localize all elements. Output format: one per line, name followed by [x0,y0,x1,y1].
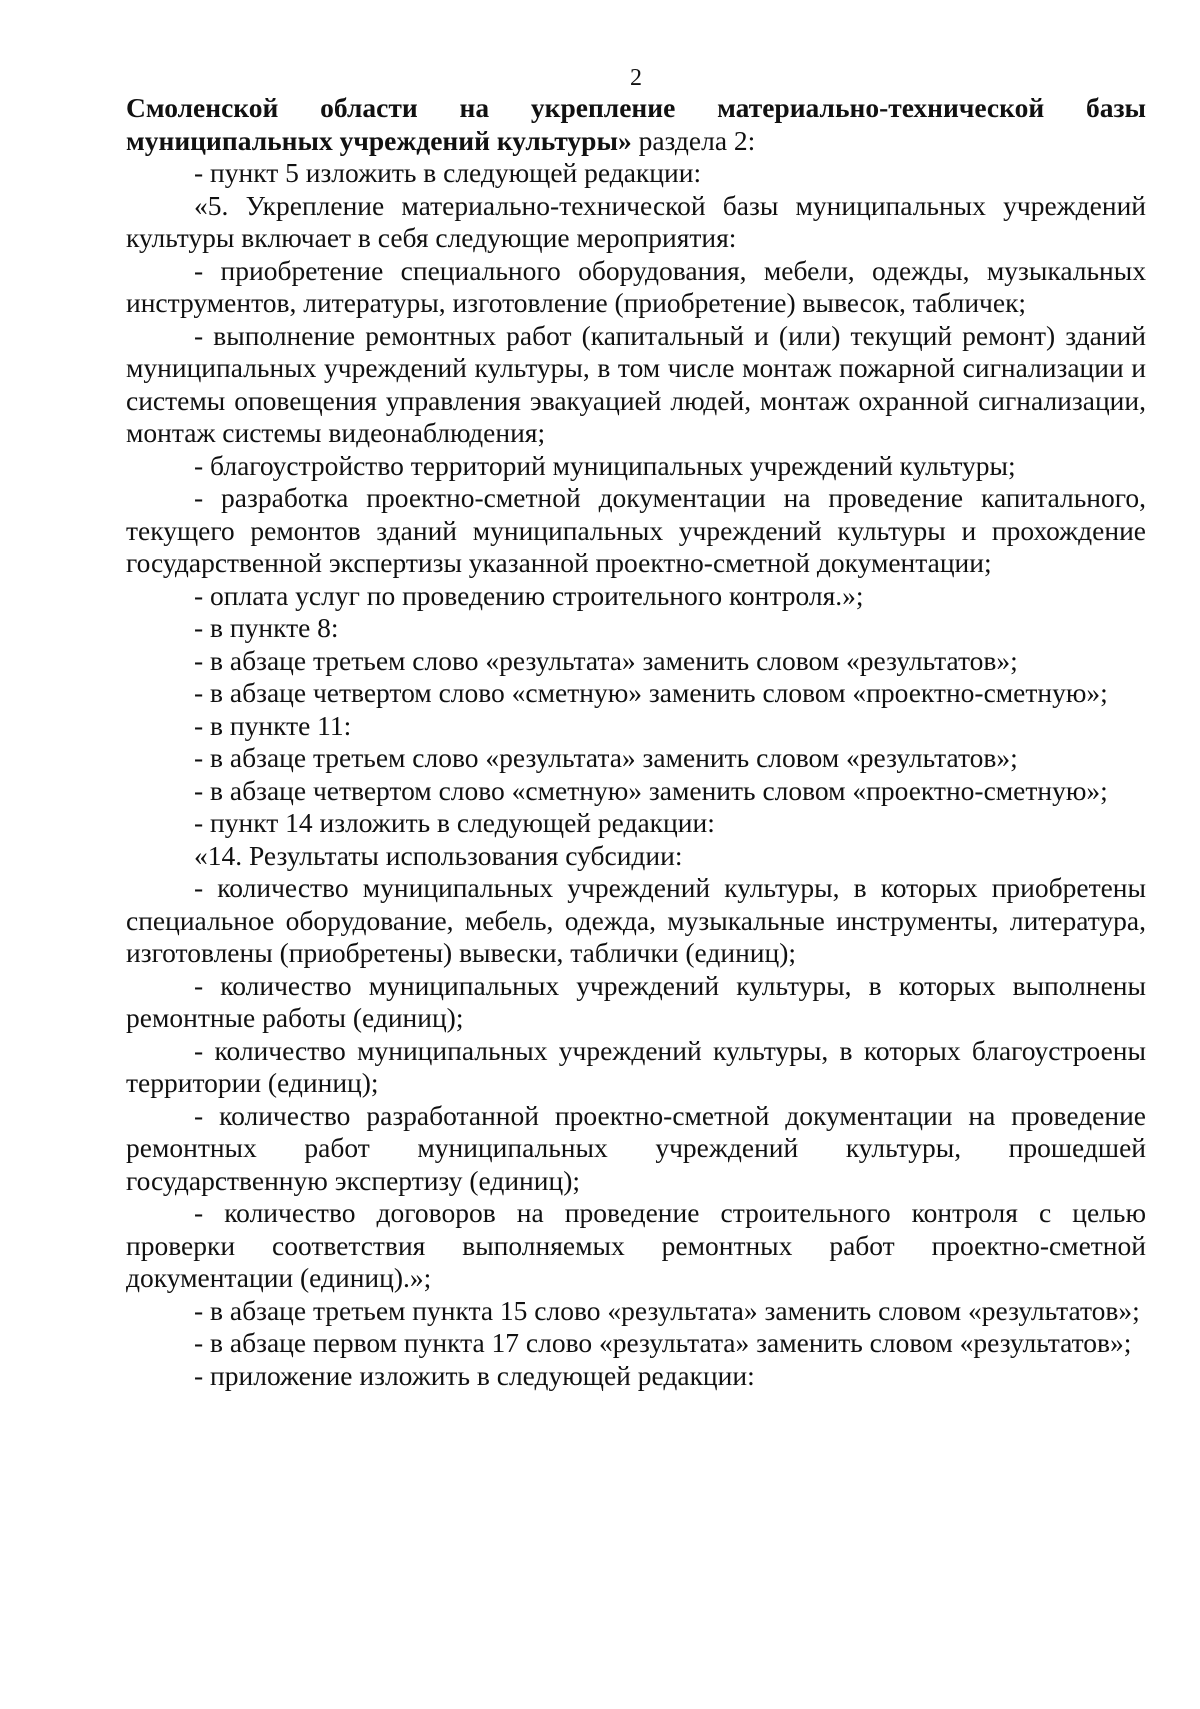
page-number: 2 [630,65,642,91]
paragraph: - в абзаце третьем слово «результата» заменить словом «результатов»; [194,742,1018,773]
paragraph: - количество муниципальных учреждений культуры, в которых благоустроены территории (единиц); [126,1034,1146,1098]
paragraph: - оплата услуг по проведению строительного контроля.»; [194,579,864,611]
paragraph: - пункт 5 изложить в следующей редакции: [194,157,702,188]
paragraph: - выполнение ремонтных работ (капитальный и (или) текущий ремонт) зданий муниципальных учреждений культуры, в том числе монтаж пожарной сигнализации и системы оповещения управления эвакуацией людей, монтаж охранной сигнализации, монтаж системы видеонаблюдения; [126,319,1146,448]
paragraph: - приложение изложить в следующей редакции: [194,1359,755,1391]
paragraph: - в абзаце четвертом слово «сметную» заменить словом «проектно-сметную»; [194,774,1108,806]
intro-paragraph [126,92,1146,157]
paragraph: - пункт 14 изложить в следующей редакции: [194,807,715,838]
paragraph: - количество договоров на проведение строительного контроля с целью проверки соответствия выполняемых ремонтных работ проектно-сметной документации (единиц).»; [126,1197,1146,1293]
paragraph: - в пункте 11: [194,709,352,741]
paragraph: - в пункте 8: [194,612,339,643]
paragraph: «14. Результаты использования субсидии: [194,839,683,871]
paragraph: - разработка проектно-сметной документации на проведение капитального, текущего ремонтов зданий муниципальных учреждений культуры и прохождение государственной экспертизы указанной проектно-сметной документации; [126,482,1146,578]
paragraph: - в абзаце четвертом слово «сметную» заменить словом «проектно-сметную»; [194,677,1108,708]
paragraph: - благоустройство территорий муниципальных учреждений культуры; [194,449,1016,481]
document-body [126,92,1146,1392]
paragraph: - в абзаце первом пункта 17 слово «результата» заменить словом «результатов»; [194,1327,1132,1358]
paragraph: - количество разработанной проектно-сметной документации на проведение ремонтных работ муниципальных учреждений культуры, прошедшей государственную экспертизу (единиц); [126,1099,1146,1196]
paragraph: «5. Укрепление материально-технической базы муниципальных учреждений культуры включает в себя следующие мероприятия: [126,189,1146,253]
paragraph: - в абзаце третьем пункта 15 слово «результата» заменить словом «результатов»; [194,1294,1140,1326]
paragraph: - количество муниципальных учреждений культуры, в которых выполнены ремонтные работы (единиц); [126,969,1146,1033]
paragraph: - в абзаце третьем слово «результата» заменить словом «результатов»; [194,644,1018,676]
paragraph: - количество муниципальных учреждений культуры, в которых приобретены специальное оборудование, мебель, одежда, музыкальные инструменты, литература, изготовлены (приобретены) вывески, таблички (единиц); [126,872,1146,968]
paragraph: - приобретение специального оборудования, мебели, одежды, музыкальных инструментов, литературы, изготовление (приобретение) вывесок, табличек; [126,254,1146,318]
intro-bold-text: Смоленской области на укрепление материально-технической базы муниципальных учреждений культуры» [126,92,1146,156]
intro-rest-text: раздела 2: [631,124,756,156]
